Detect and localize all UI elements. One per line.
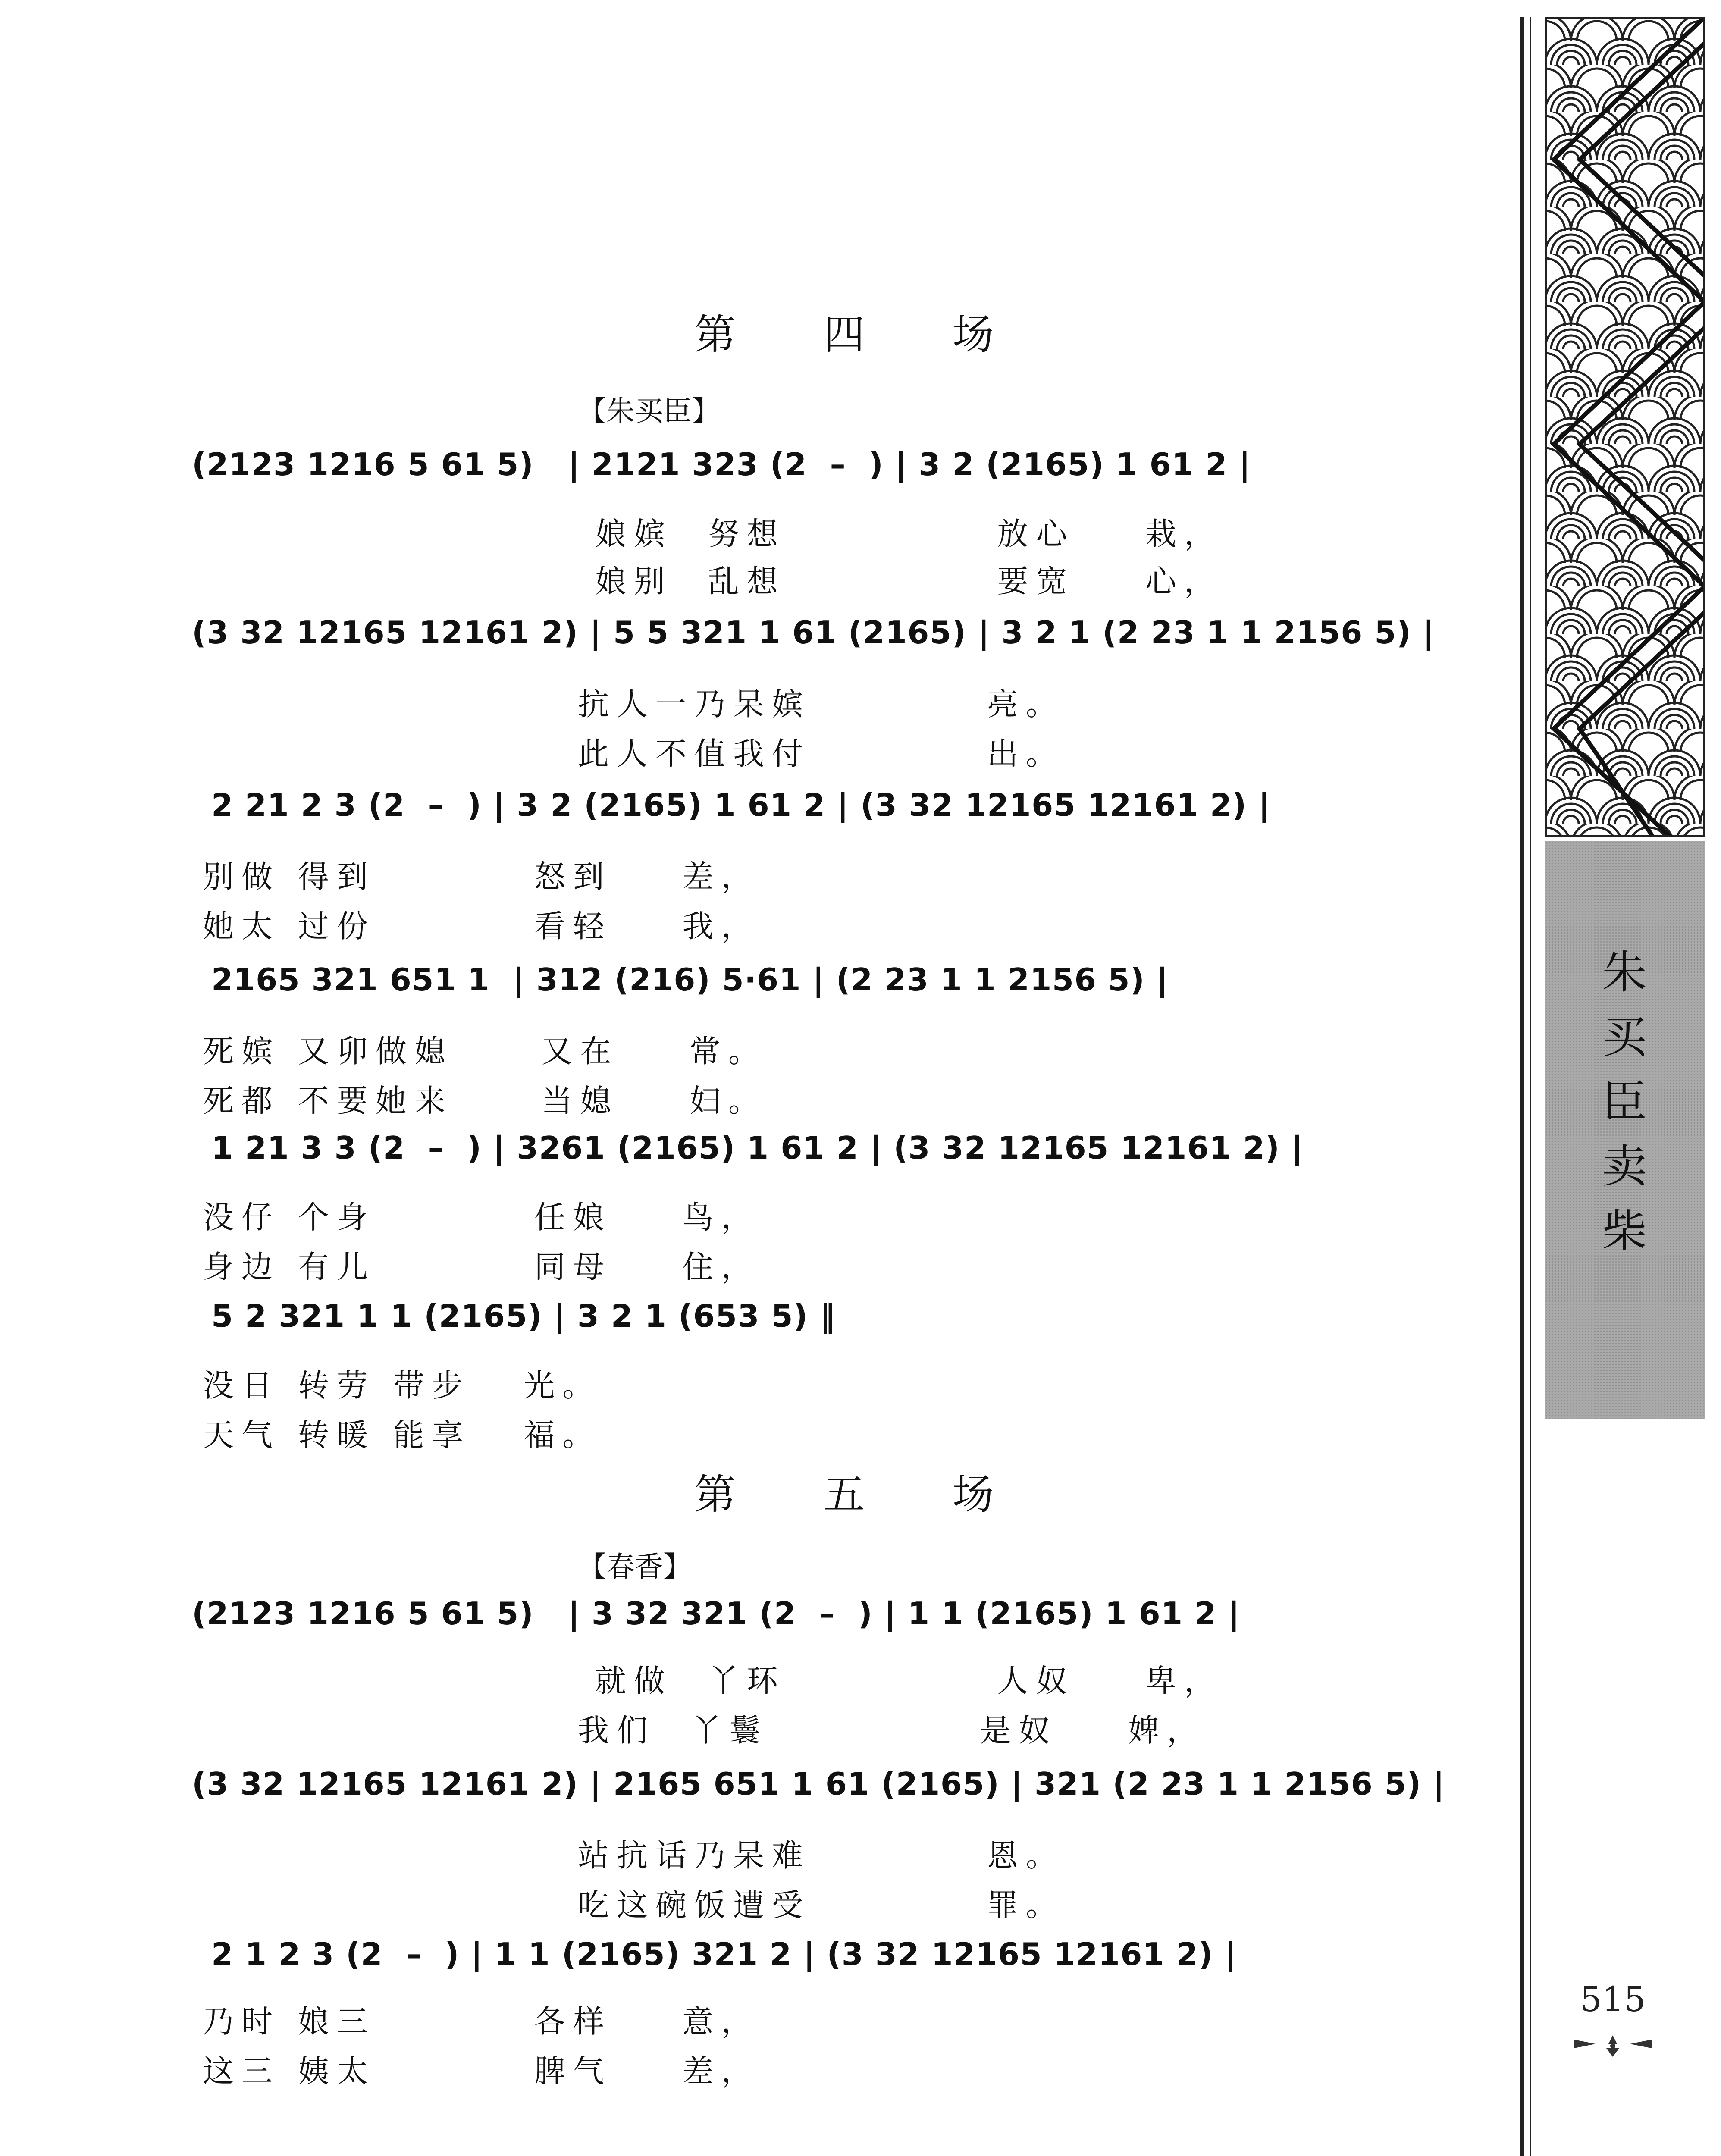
- lyric-line: 天气 转暖 能享 福。: [203, 1417, 602, 1453]
- lyric-line: 这三 姨太 脾气 差，: [203, 2053, 760, 2089]
- notation-line: (2123 1216 5 61 5) | 3 32 321 (2 – ) | 1 1 (2165) 1 61 2 |: [192, 1595, 1240, 1632]
- sidebar-pattern: [1545, 17, 1705, 837]
- sidebar-title: 朱买臣卖柴: [1602, 946, 1647, 1257]
- lyric-line: 死嫔 又卯做媳 又在 常。: [203, 1033, 767, 1069]
- lyric-line: 没仔 个身 任娘 鸟，: [203, 1199, 760, 1235]
- lyric-line: 死都 不要她来 当媳 妇。: [203, 1083, 767, 1119]
- scene-title: 第 四 场: [694, 310, 1031, 359]
- lyric-line: 就做 丫环 人奴 卑，: [595, 1663, 1223, 1699]
- notation-line: (3 32 12165 12161 2) | 2165 651 1 61 (2165) | 321 (2 23 1 1 2156 5) |: [192, 1766, 1445, 1802]
- lyric-line: 娘嫔 努想 放心 栽，: [595, 516, 1223, 552]
- notation-line: 2 21 2 3 (2 – ) | 3 2 (2165) 1 61 2 | (3 32 12165 12161 2) |: [211, 787, 1270, 823]
- scene-title: 第 五 场: [694, 1470, 1031, 1519]
- sidebar-rule: [1520, 17, 1524, 2156]
- notation-line: (2123 1216 5 61 5) | 2121 323 (2 – ) | 3 2 (2165) 1 61 2 |: [192, 446, 1251, 483]
- page-number: 515: [1580, 1979, 1646, 2019]
- lyric-line: 此人不值我付 出。: [578, 736, 1065, 772]
- notation-line: 2165 321 651 1 | 312 (216) 5·61 | (2 23 1 1 2156 5) |: [211, 962, 1169, 998]
- sidebar-rule: [1530, 17, 1531, 2156]
- lyric-line: 抗人一乃呆嫔 亮。: [578, 686, 1065, 722]
- notation-line: 5 2 321 1 1 (2165) | 3 2 1 (653 5) ‖: [211, 1298, 836, 1334]
- lyric-line: 站抗话乃呆难 恩。: [578, 1837, 1065, 1874]
- lyric-line: 别做 得到 怒到 差，: [203, 859, 760, 895]
- notation-line: (3 32 12165 12161 2) | 5 5 321 1 61 (2165) | 3 2 1 (2 23 1 1 2156 5) |: [192, 614, 1435, 651]
- lyric-line: 我们 丫鬟 是奴 婢，: [578, 1712, 1206, 1749]
- notation-line: 1 21 3 3 (2 – ) | 3261 (2165) 1 61 2 | (3 32 12165 12161 2) |: [211, 1130, 1304, 1166]
- notation-line: 2 1 2 3 (2 – ) | 1 1 (2165) 321 2 | (3 32 12165 12161 2) |: [211, 1936, 1237, 1972]
- role-label: 【春香】: [578, 1550, 692, 1583]
- role-label: 【朱买臣】: [578, 395, 720, 428]
- lyric-line: 没日 转劳 带步 光。: [203, 1367, 602, 1404]
- page-ornament-icon: [1570, 2031, 1656, 2061]
- lyric-line: 身边 有儿 同母 住，: [203, 1249, 760, 1285]
- lyric-line: 乃时 娘三 各样 意，: [203, 2003, 760, 2040]
- lyric-line: 吃这碗饭遭受 罪。: [578, 1887, 1065, 1923]
- lyric-line: 她太 过份 看轻 我，: [203, 908, 760, 944]
- lyric-line: 娘别 乱想 要宽 心，: [595, 563, 1223, 599]
